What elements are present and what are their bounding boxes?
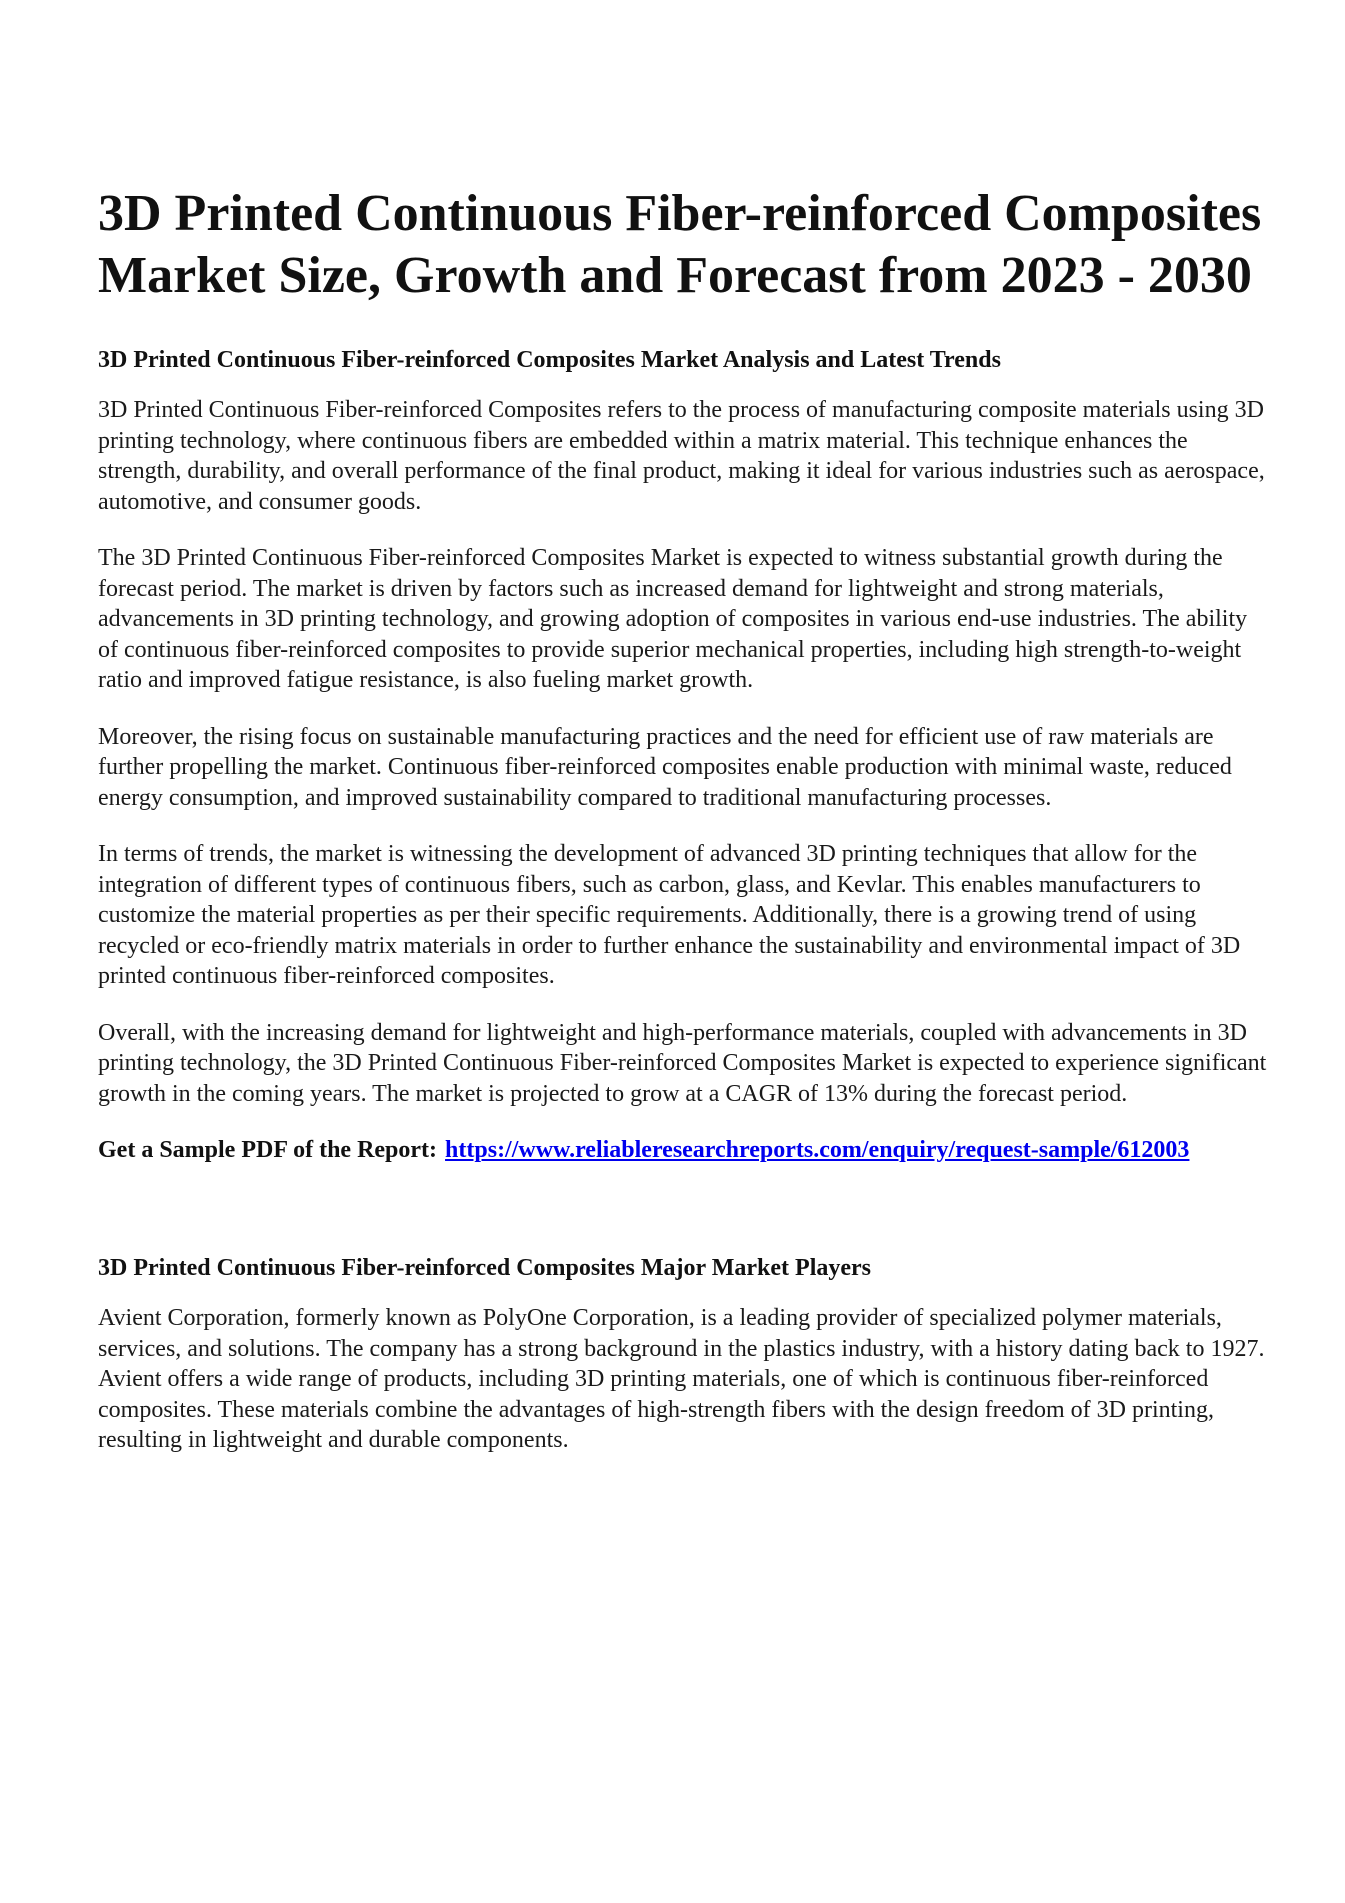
section-heading-analysis: 3D Printed Continuous Fiber-reinforced Composites Market Analysis and Latest Trends [98,347,1001,373]
sample-request-line [98,1135,1268,1165]
page-title: 3D Printed Continuous Fiber-reinforced Composites Market Size, Growth and Forecast from 2023 - 2030 [98,185,1262,304]
section-heading-players: 3D Printed Continuous Fiber-reinforced Composites Major Market Players [98,1255,872,1281]
paragraph-sustainability: Moreover, the rising focus on sustainable manufacturing practices and the need for efficient use of raw materials are further propelling the market. Continuous fiber-reinforced composites enable production with minimal waste, reduced energy consumption, and improved sustainability compared to traditional manufacturing processes. [98,723,1232,811]
paragraph-trends: In terms of trends, the market is witnessing the development of advanced 3D printing techniques that allow for the integration of different types of continuous fibers, such as carbon, glass, and Kevlar. This enables manufacturers to customize the material properties as per their specific requirements. Additionally, there is a growing trend of using recycled or eco-friendly matrix materials in order to further enhance the sustainability and environmental impact of 3D printed continuous fiber-reinforced composites. [98,841,1241,989]
paragraph-definition: 3D Printed Continuous Fiber-reinforced Composites refers to the process of manufacturing composite materials using 3D printing technology, where continuous fibers are embedded within a matrix material. This technique enhances the strength, durability, and overall performance of the final product, making it ideal for various industries such as aerospace, automotive, and consumer goods. [98,397,1265,515]
paragraph-overall: Overall, with the increasing demand for lightweight and high-performance materials, coupled with advancements in 3D printing technology, the 3D Printed Continuous Fiber-reinforced Composites Market is expected to experience significant growth in the coming years. The market is projected to grow at a CAGR of 13% during the forecast period. [98,1019,1267,1107]
sample-pdf-link[interactable]: https://www.reliableresearchreports.com/enquiry/request-sample/612003 [445,1137,1190,1163]
paragraph-avient: Avient Corporation, formerly known as PolyOne Corporation, is a leading provider of specialized polymer materials, services, and solutions. The company has a strong background in the plastics industry, with a history dating back to 1927. Avient offers a wide range of products, including 3D printing materials, one of which is continuous fiber-reinforced composites. These materials combine the advantages of high-strength fibers with the design freedom of 3D printing, resulting in lightweight and durable components. [98,1305,1265,1453]
paragraph-growth: The 3D Printed Continuous Fiber-reinforced Composites Market is expected to witness substantial growth during the forecast period. The market is driven by factors such as increased demand for lightweight and strong materials, advancements in 3D printing technology, and growing adoption of composites in various end-use industries. The ability of continuous fiber-reinforced composites to provide superior mechanical properties, including high strength-to-weight ratio and improved fatigue resistance, is also fueling market growth. [98,545,1248,693]
document-page [98,183,1268,1482]
sample-label: Get a Sample PDF of the Report: [98,1137,438,1163]
